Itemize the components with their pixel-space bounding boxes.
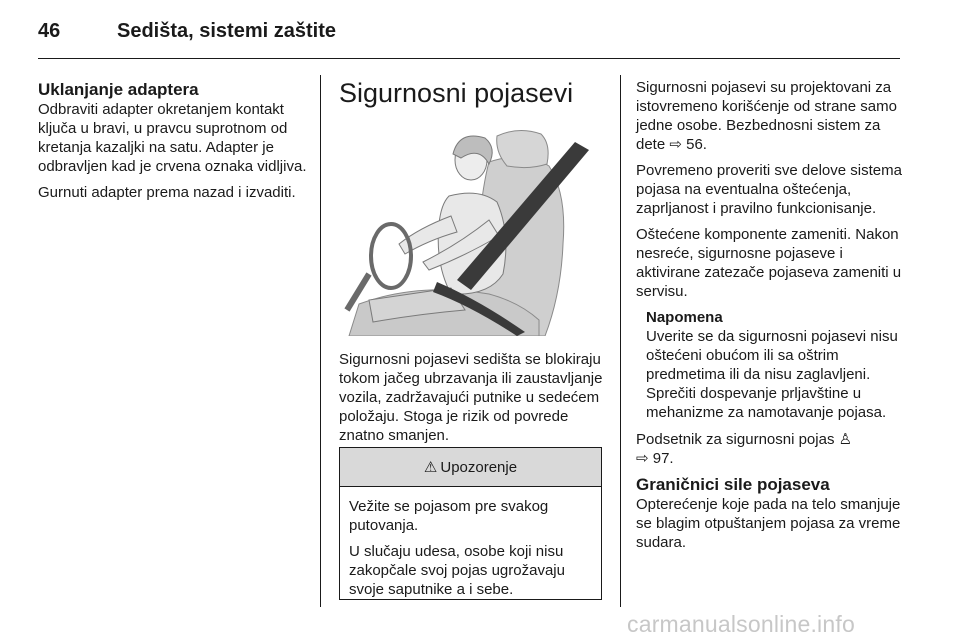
column-divider-right xyxy=(620,75,621,607)
seat-belt-illustration xyxy=(339,124,601,336)
page-number: 46 xyxy=(38,20,61,42)
section-heading-belt-force-limiters: Graničnici sile pojaseva xyxy=(636,475,830,494)
page-reference-arrow-icon: ⇨ xyxy=(669,136,682,153)
warning-triangle-icon: ⚠ xyxy=(423,459,438,476)
right-column xyxy=(636,78,904,559)
watermark: carmanualsonline.info xyxy=(627,611,855,637)
chapter-title: Sedišta, sistemi zaštite xyxy=(117,20,336,42)
note-block xyxy=(636,308,904,422)
paragraph xyxy=(636,78,904,154)
paragraph: Odbraviti adapter okretanjem kontakt ključa u bravi, u pravcu suprotnom od kretanja kazaljki na satu. Adapter je odbravljen kad je crvena oznaka vidljiva. xyxy=(38,101,307,175)
paragraph-text: Podsetnik za sigurnosni pojas xyxy=(636,431,835,448)
section-title-seat-belts: Sigurnosni pojasevi xyxy=(339,78,574,108)
left-column xyxy=(38,80,308,209)
middle-column-text xyxy=(339,350,607,452)
paragraph: Sigurnosni pojasevi sedišta se blokiraju tokom jačeg ubrzavanja ili zaustavljanje vozila, zadržavajući putnike u sedećem položaju. Stoga je rizik od povrede znatno smanjen. xyxy=(339,351,603,444)
warning-title: Upozorenje xyxy=(440,458,518,476)
paragraph: U slučaju udesa, osobe koji nisu zakopčale svoj pojas ugrožavaju svoje saputnike a i sebe. xyxy=(349,543,565,598)
page-reference-arrow-icon: ⇨ xyxy=(636,450,649,467)
paragraph: Opterećenje koje pada na telo smanjuje se blagim otpuštanjem pojasa za vreme sudara. xyxy=(636,496,901,551)
paragraph: Gurnuti adapter prema nazad i izvaditi. xyxy=(38,184,296,201)
warning-header xyxy=(340,448,601,487)
paragraph xyxy=(636,430,904,468)
paragraph-text: Sigurnosni pojasevi su projektovani za istovremeno korišćenje od strane samo jedne osobe. Bezbednosni sistem za dete xyxy=(636,79,897,153)
note-text: Uverite se da sigurnosni pojasevi nisu oštećeni obućom ili sa oštrim predmetima ili da nisu zaglavljeni. Sprečiti dospevanje prljavštine u mehanizme za namotavanje pojasa. xyxy=(646,328,898,421)
page-reference[interactable]: 97. xyxy=(652,450,674,467)
note-title: Napomena xyxy=(646,309,723,326)
paragraph: Oštećene komponente zameniti. Nakon nesreće, sigurnosne pojaseve i aktivirane zatezače pojaseva zameniti u servisu. xyxy=(636,226,902,300)
warning-body xyxy=(340,487,601,599)
section-heading-adapter-removal: Uklanjanje adaptera xyxy=(38,80,199,99)
warning-box xyxy=(339,447,602,600)
page-reference[interactable]: 56. xyxy=(686,136,707,153)
column-divider-left xyxy=(320,75,321,607)
paragraph: Povremeno proveriti sve delove sistema pojasa na eventualna oštećenja, zaprljanost i pravilno funkcionisanje. xyxy=(636,162,902,217)
paragraph: Vežite se pojasom pre svakog putovanja. xyxy=(349,498,549,534)
seat-belt-reminder-icon: ♙ xyxy=(838,431,853,448)
header-rule xyxy=(38,58,900,59)
